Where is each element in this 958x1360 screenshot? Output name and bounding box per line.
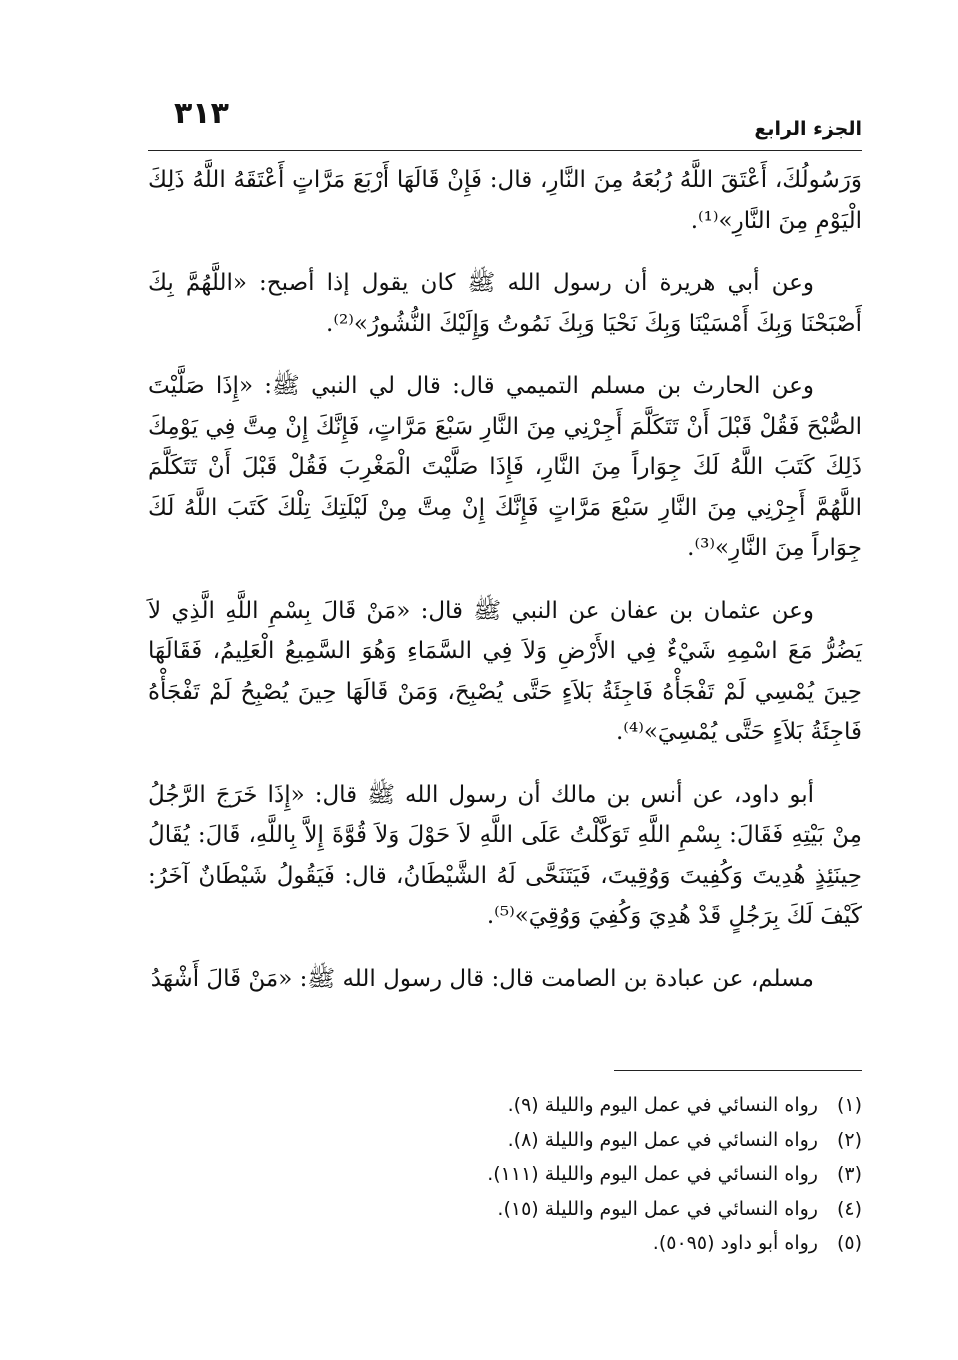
footnote-text: رواه النسائي في عمل اليوم والليلة (٩). [507,1094,818,1116]
paragraph: مسلم، عن عبادة بن الصامت قال: قال رسول الله ﷺ: «مَنْ قَالَ أَشْهَدُ [150,965,814,992]
footnote-number: (٤) [836,1197,862,1220]
footnote [148,1192,862,1227]
footnote-number: (٣) [836,1163,862,1185]
footnote-text: رواه النسائي في عمل اليوم والليلة (١٥). [497,1197,818,1220]
footnote-text: رواه أبو داود (٥٠٩٥). [652,1232,818,1254]
footnote-number: (١) [836,1094,862,1116]
footnote-number: (٥) [836,1232,862,1254]
footnote [148,1088,862,1123]
footnote-number: (٢) [836,1128,862,1151]
paragraph: وعن عثمان بن عفان عن النبي ﷺ قال: «مَنْ قَالَ بِسْمِ اللَّهِ الَّذِي لاَ يَضُرُّ مَعَ اسْمِهِ شَيْءٌ فِي الأَرْضِ وَلاَ فِي السَّمَاءِ وَهُوَ السَّمِيعُ الْعَلِيمُ، فَقَالَهَا حِينَ يُمْسِي لَمْ تَفْجَأْهُ فَاجِئَةُ بَلاَءٍ حَتَّى يُصْبِحَ، وَمَنْ قَالَهَا حِينَ يُصْبِحُ لَمْ تَفْجَأْهُ فَاجِئَةُ بَلاَءٍ حَتَّى يُمْسِيَ»⁽⁴⁾. [148,597,862,745]
page-header [148,96,862,152]
paragraph: وَرَسُولُكَ، أَعْتَقَ اللَّهُ رُبُعَهُ مِنَ النَّارِ، قال: فَإِنْ قَالَهَا أَرْبَعَ مَرَّاتٍ أَعْتَقَهُ اللَّهُ ذَلِكَ الْيَوْمِ مِنَ النَّارِ»⁽¹⁾. [148,167,862,234]
footnote-text: رواه النسائي في عمل اليوم والليلة (٨). [507,1128,818,1151]
footnote [148,1226,862,1261]
footnote [148,1123,862,1158]
page-number: ٣١٣ [174,96,229,131]
paragraph: أبو داود، عن أنس بن مالك أن رسول الله ﷺ قال: «إِذَا خَرَجَ الرَّجُلُ مِنْ بَيْتِهِ فَقَالَ: بِسْمِ اللَّهِ تَوَكَّلْتُ عَلَى اللَّهِ لاَ حَوْلَ وَلاَ قُوَّةَ إِلاَّ بِاللَّهِ، قَالَ: يُقَالُ حِينَئِذٍ هُدِيتَ وَكُفِيتَ وَوُقِيتَ، فَيَتَنَحَّى لَهُ الشَّيْطَانُ، قال: فَيَقُولُ شَيْطَانٌ آخَرُ: كَيْفَ لَكَ بِرَجُلٍ قَدْ هُدِيَ وَكُفِيَ وَوُقِيَ»⁽⁵⁾. [148,781,862,929]
footnote-rule [614,1070,862,1071]
footnote [148,1157,862,1192]
body-text [148,160,862,1021]
paragraph: وعن الحارث بن مسلم التميمي قال: قال لي النبي ﷺ: «إِذَا صَلَّيْتَ الصُّبْحَ فَقُلْ قَبْلَ أَنْ تَتَكَلَّمَ أَجِرْنِي مِنَ النَّارِ سَبْعَ مَرَّاتٍ، فَإِنَّكَ إِنْ مِتَّ فِي يَوْمِكَ ذَلِكَ كَتَبَ اللَّهُ لَكَ جِوَاراً مِنَ النَّارِ، فَإِذَا صَلَّيْتَ الْمَغْرِبَ فَقُلْ قَبْلَ أَنْ تَتَكَلَّمَ اللَّهُمَّ أَجِرْنِي مِنَ النَّارِ سَبْعَ مَرَّاتٍ فَإِنَّكَ إِنْ مِتَّ مِنْ لَيْلَتِكَ تِلْكَ كَتَبَ اللَّهُ لَكَ جِوَاراً مِنَ النَّارِ»⁽³⁾. [148,373,862,561]
paragraph: وعن أبي هريرة أن رسول الله ﷺ كان يقول إذا أصبح: «اللَّهُمَّ بِكَ أَصْبَحْنَا وَبِكَ أَمْسَيْنَا وَبِكَ نَحْيَا وَبِكَ نَمُوتُ وَإِلَيْكَ النُّشُورُ»⁽²⁾. [148,270,862,337]
footnotes [148,1088,862,1261]
running-head: الجزء الرابع [754,118,862,140]
header-rule [148,150,862,151]
footnote-text: رواه النسائي في عمل اليوم والليلة (١١١). [487,1163,818,1185]
